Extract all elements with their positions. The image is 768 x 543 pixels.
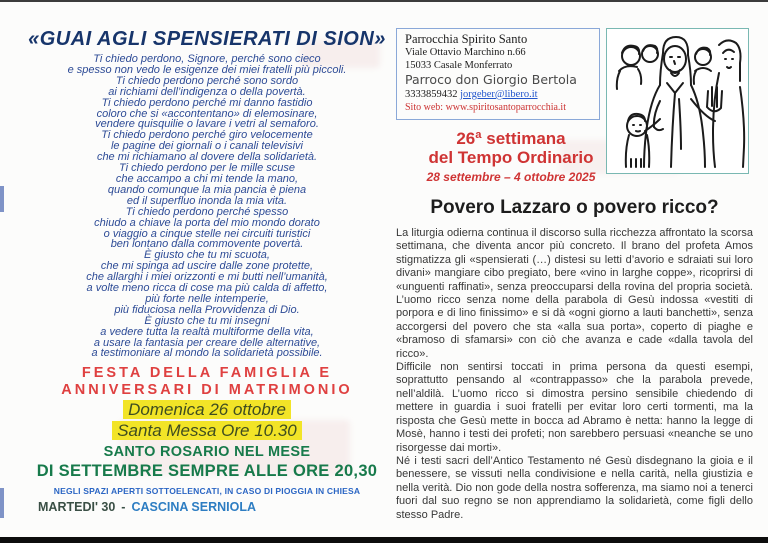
highlighted-date: Domenica 26 ottobre — [123, 400, 291, 419]
article-title: Povero Lazzaro o povero ricco? — [430, 197, 719, 218]
poem-line: vendere quisquilie o lavare i vetri al semaforo. — [95, 118, 319, 131]
poem-line: ai richiami dell’indigenza o della povertà. — [108, 85, 306, 98]
rain-note: NEGLI SPAZI APERTI SOTTOELENCATI, IN CASO DI PIOGGIA IN CHIESA — [53, 486, 361, 497]
poem-line: le pagine dei giornali o i canali televisivi — [110, 140, 303, 153]
holy-image — [606, 28, 749, 174]
scan-artifact — [0, 186, 4, 212]
highlighted-mass-time: Santa Messa Ore 10.30 — [112, 421, 302, 440]
poem-line: o viaggio a cinque stelle nei circuiti turistici — [103, 227, 311, 240]
poem-line: a usare la fantasia per creare delle alternative, — [93, 336, 321, 349]
highlight-row-2 — [24, 421, 390, 441]
liturgical-week-block — [396, 129, 626, 184]
week-dates: 28 settembre – 4 ottobre 2025 — [426, 170, 596, 184]
festa-line-2: ANNIVERSARI DI MATRIMONIO — [61, 382, 353, 399]
poem-line: chiudo a chiave la porta del mio mondo dorato — [94, 216, 320, 229]
poem-line: Ti chiedo perdono perché sono sordo — [115, 74, 299, 87]
schedule-place: CASCINA SERNIOLA — [131, 500, 257, 515]
schedule-separator: - — [121, 500, 126, 515]
poem-line: È giusto che tu mi insegni — [144, 314, 270, 327]
poem-line: a testimoniare al mondo la solidarietà possibile. — [91, 347, 323, 360]
parish-address-street: Viale Ottavio Marchino n.66 — [405, 47, 526, 58]
poem-line: È giusto che tu mi scuota, — [144, 249, 270, 262]
right-column — [396, 28, 753, 522]
schedule-day: MARTEDI' 30 — [38, 500, 116, 515]
poem-line: Ti chiedo perdono, Signore, perché sono cieco — [93, 53, 321, 65]
parish-name: Parrocchia Spirito Santo — [405, 32, 528, 46]
poem-line: a volte meno ricca di cose ma più calda di affetto, — [86, 282, 328, 295]
highlight-row-1 — [24, 400, 390, 420]
poem-line: Ti chiedo perdono perché mi danno fastidio — [101, 96, 313, 109]
scan-artifact — [0, 488, 4, 518]
poem-line: Ti chiedo perdono perché spesso — [125, 205, 289, 218]
poem-line: più fiduciosa nella Provvidenza di Dio. — [114, 303, 300, 316]
scan-edge-bottom — [0, 537, 768, 543]
scan-edge-top — [0, 0, 768, 2]
poem-line: più forte nelle intemperie, — [145, 292, 269, 305]
poem-line: Ti chiedo perdono per le mille scuse — [119, 162, 295, 175]
poem-line: ben lontano dalla commovente povertà. — [110, 238, 304, 251]
parish-pastor: Parroco don Giorgio Bertola — [405, 72, 577, 87]
poem-text — [24, 54, 390, 359]
article-body — [396, 227, 753, 522]
festa-line-1: FESTA DELLA FAMIGLIA E — [81, 365, 333, 382]
poem-line: quando comunque la mia pancia è piena — [107, 183, 307, 196]
poem-line: ed il superfluo inonda la mia vita. — [126, 194, 288, 207]
festa-heading — [24, 365, 390, 399]
poem-line: Ti chiedo perdono perché giro velocemente — [101, 129, 313, 142]
website-label: Sito web: — [405, 102, 446, 113]
parish-phone: 3333859432 — [405, 89, 458, 100]
left-column — [24, 28, 390, 514]
parish-email-link[interactable]: jorgeber@libero.it — [460, 89, 538, 100]
poem-line: a vedere tutta la realtà multiforme della vita, — [100, 325, 314, 338]
poem-line: che allarghi i miei orizzonti e mi butti nell’umanità, — [86, 271, 328, 284]
poem-line: che mi spinga ad uscire dalle zone protette, — [100, 260, 314, 273]
page-title: «GUAI AGLI SPENSIERATI DI SION» — [28, 28, 386, 50]
rosario-line-2: DI SETTEMBRE SEMPRE ALLE ORE 20,30 — [36, 462, 378, 481]
poem-line: e spesso non vedo le esigenze dei miei fratelli più piccoli. — [67, 63, 347, 76]
jesus-with-children-illustration — [607, 29, 748, 173]
rosario-line-1: SANTO ROSARIO NEL MESE — [103, 444, 311, 461]
parish-contact-row — [405, 88, 593, 101]
parish-website: www.spiritosantoparrocchia.it — [445, 102, 566, 113]
poem-line: coloro che si «accontentano» di elemosinare, — [96, 107, 318, 120]
parish-address-city: 15033 Casale Monferrato — [405, 60, 513, 71]
poem-line: che accampo a chi mi tende la mano, — [115, 172, 299, 185]
week-season: del Tempo Ordinario — [428, 148, 594, 167]
article-paragraph: Difficile non sentirsi toccati in prima persona da questi esempi, soprattutto pensando al «contrappasso» che la parabola prevede, nell’aldilà. L’uomo ricco si dimostra persino sensibile chiedendo di mettere in guardia i suoi fratelli per evitar loro certi tormenti, ma la risposta che Gesù mette in bocca ad Abramo è netta: hanno la legge di Mosè, hanno i testi dei profeti; non sarebbero persuasi «neanche se uno risorgesse dai morti». — [396, 361, 753, 454]
poem-line: che mi richiamano al dovere della solidarietà. — [96, 151, 318, 164]
parish-website-row — [405, 101, 593, 114]
parish-info-box — [396, 28, 600, 120]
article-paragraph: Né i testi sacri dell’Antico Testamento né Gesù disdegnano la gioia e il benessere, se vissuti nella condivisione e nella carità, nella giustizia e nella verità. Dio non gode della nostra sofferenza, ma siamo noi a tenerci fuori dal suo regno se non apprendiamo la solidarietà, come figli dello stesso Padre. — [396, 454, 753, 521]
week-number: 26ª settimana — [456, 129, 566, 148]
schedule-row — [38, 500, 390, 514]
article-paragraph: La liturgia odierna continua il discorso sulla ricchezza affrontato la scorsa settimana, che diventa ancor più concreto. Il brano del profeta Amos stigmatizza gli «spensierati (…) distesi su letti d’avorio e sdraiati sui loro divani» mangiare cibo pregiato, bere «vino in larghe coppe», ricoprirsi di «unguenti raffinati», senza preoccuparsi della rovina del propria società. L’uomo ricco senza nome della parabola di Gesù indossa «vestiti di porpora e di lino finissimo» e si dà «ogni giorno a lauti banchetti», senza accorgersi del povero che sta «alla sua porta», coperto di piaghe e «bramoso di sfamarsi» con ciò che avanza e cade «dalla tavola del ricco». — [396, 227, 753, 360]
